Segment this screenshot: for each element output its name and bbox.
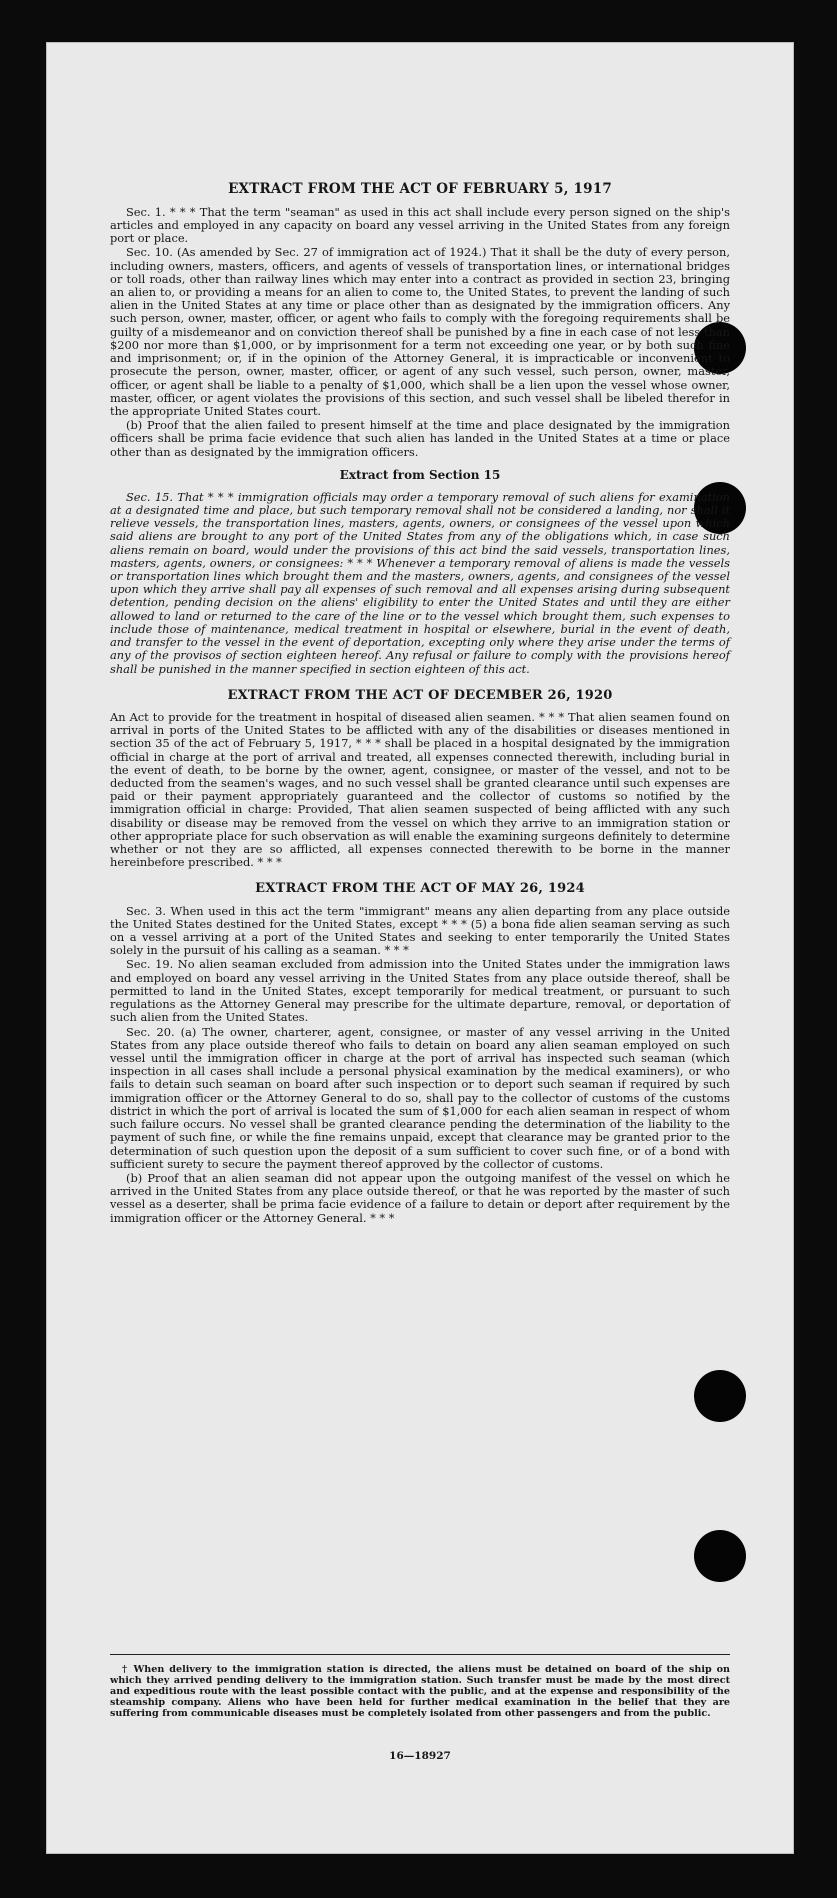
punch-hole (694, 1370, 746, 1422)
footnote-text: † When delivery to the immigration station is directed, the aliens must be detained on board of the ship on which they arrived pending delivery to the immigration station. Such transfer must be made by the most direct and expeditious route with the least possible contact with the public, and at the expense and responsibility of the steamship company. Aliens who have been held for further medical examination in the belief that they are suffering from communicable diseases must be completely isolated from other passengers and from the public. (110, 1664, 730, 1720)
section-10-paragraph: Sec. 10. (As amended by Sec. 27 of immigration act of 1924.) That it shall be the duty of every person, including owners, masters, officers, and agents of vessels of transportation lines, or international bridges or toll roads, other than railway lines which may enter into a contract as provided in section 23, bringing an alien to, or providing a means for an alien to come to, the United States, to prevent the landing of such alien in the United States at any time or place other than as designated by the immigration officers. Any such person, owner, master, officer, or agent who fails to comply with the foregoing requirements shall be guilty of a misdemeanor and on conviction thereof shall be punished by a fine in each case of not less than $200 nor more than $1,000, or by imprisonment for a term not exceeding one year, or by both such fine and imprisonment; or, if in the opinion of the Attorney General, it is impracticable or inconvenient to prosecute the person, owner, master, officer, or agent of any such vessel, such person, owner, master, officer, or agent shall be liable to a penalty of $1,000, which shall be a lien upon the vessel whose owner, master, officer, or agent violates the provisions of this section, and such vessel shall be libeled therefor in the appropriate United States court. (110, 245, 730, 418)
form-code: 16—18927 (389, 1750, 451, 1762)
section-10b-paragraph: (b) Proof that the alien failed to present himself at the time and place designated by the immigration officers shall be prima facie evidence that such alien has landed in the United States at a time or place other than as designated by the immigration officers. (110, 418, 730, 459)
section-20b-paragraph: (b) Proof that an alien seaman did not appear upon the outgoing manifest of the vessel on which he arrived in the United States from any place outside thereof, or that he was reported by the master of such vessel as a deserter, shall be prima facie evidence of a failure to detain or deport after requirement by the immigration officer or the Attorney General. * * * (110, 1170, 730, 1225)
section-1-paragraph: Sec. 1. * * * That the term "seaman" as used in this act shall include every person signed on the ship's articles and employed in any capacity on board any vessel arriving in the United States from any foreign port or place. (110, 204, 730, 246)
document-body (110, 182, 730, 1226)
section-20a-paragraph: Sec. 20. (a) The owner, charterer, agent, consignee, or master of any vessel arriving in the United States from any place outside thereof who fails to detain on board any alien seaman employed on such vessel until the immigration officer in charge at the port of arrival has inspected such seaman (which inspection in all cases shall include a personal physical examination by the medical examiners), or who fails to detain such seaman on board after such inspection or to deport such seaman if required by such immigration officer or the Attorney General to do so, shall pay to the collector of customs of the customs district in which the port of arrival is located the sum of $1,000 for each alien seaman in respect of whom such failure occurs. No vessel shall be granted clearance pending the determination of the liability to the payment of such fine, or while the fine remains unpaid, except that clearance may be granted prior to the determination of such question upon the deposit of a sum sufficient to cover such fine, or of a bond with sufficient surety to secure the payment thereof approved by the collector of customs. (110, 1024, 730, 1171)
heading-act-1917: EXTRACT FROM THE ACT OF FEBRUARY 5, 1917 (228, 181, 612, 197)
heading-act-1920: EXTRACT FROM THE ACT OF DECEMBER 26, 1920 (227, 687, 613, 703)
section-3-paragraph: Sec. 3. When used in this act the term "immigrant" means any alien departing from any place outside the United States destined for the United States, except * * * (5) a bona fide alien seaman serving as such on a vessel arriving at a port of the United States and seeking to enter temporarily the United States solely in the pursuit of his calling as a seaman. * * * (110, 903, 730, 958)
footnote (110, 1664, 730, 1719)
section-19-paragraph: Sec. 19. No alien seaman excluded from admission into the United States under the immigration laws and employed on board any vessel arriving in the United States from any place outside thereof, shall be permitted to land in the United States, except temporarily for medical treatment, or pursuant to such regulations as the Attorney General may prescribe for the ultimate departure, removal, or deportation of such alien from the United States. (110, 957, 730, 1025)
footnote-divider (110, 1654, 730, 1655)
act-1920-paragraph: An Act to provide for the treatment in hospital of diseased alien seamen. * * * That alien seamen found on arrival in ports of the United States to be afflicted with any of the disabilities or diseases mentioned in section 35 of the act of February 5, 1917, * * * shall be placed in a hospital designated by the immigration official in charge at the port of arrival and treated, all expenses connected therewith, including burial in the event of death, to be borne by the owner, agent, consignee, or master of the vessel, and not to be deducted from the seamen's wages, and no such vessel shall be granted clearance until such expenses are paid or their payment appropriately guaranteed and the collector of customs so notified by the immigration official in charge: Provided, That alien seamen suspected of being afflicted with any such disability or disease may be removed from the vessel on which they arrive to an immigration station or other appropriate place for such observation as will enable the examining surgeons definitely to determine whether or not they are so afflicted, all expenses connected therewith to be borne in the manner hereinbefore prescribed. * * * (110, 709, 730, 870)
heading-section-15: Extract from Section 15 (339, 467, 501, 482)
punch-hole (694, 1530, 746, 1582)
document-page (46, 42, 794, 1854)
heading-act-1924: EXTRACT FROM THE ACT OF MAY 26, 1924 (255, 881, 585, 897)
section-15-paragraph: Sec. 15. That * * * immigration officials may order a temporary removal of such aliens for examination at a designated time and place, but such temporary removal shall not be considered a landing, nor shall it relieve vessels, the transportation lines, masters, agents, owners, or consignees of the vessel upon which said aliens are brought to any port of the United States from any of the obligations which, in case such aliens remain on board, would under the provisions of this act bind the said vessels, transportation lines, masters, agents, owners, or consignees: * * * Whenever a temporary removal of aliens is made the vessels or transportation lines which brought them and the masters, owners, agents, and consignees of the vessel upon which they arrive shall pay all expenses of such removal and all expenses arising during subsequent detention, pending decision on the aliens' eligibility to enter the United States and until they are either allowed to land or returned to the care of the line or to the vessel which brought them, such expenses to include those of maintenance, medical treatment in hospital or elsewhere, burial in the event of death, and transfer to the vessel in the event of deportation, excepting only where they arise under the terms of any of the provisos of section eighteen hereof. Any refusal or failure to comply with the provisions hereof shall be punished in the manner specified in section eighteen of this act. (110, 489, 730, 676)
